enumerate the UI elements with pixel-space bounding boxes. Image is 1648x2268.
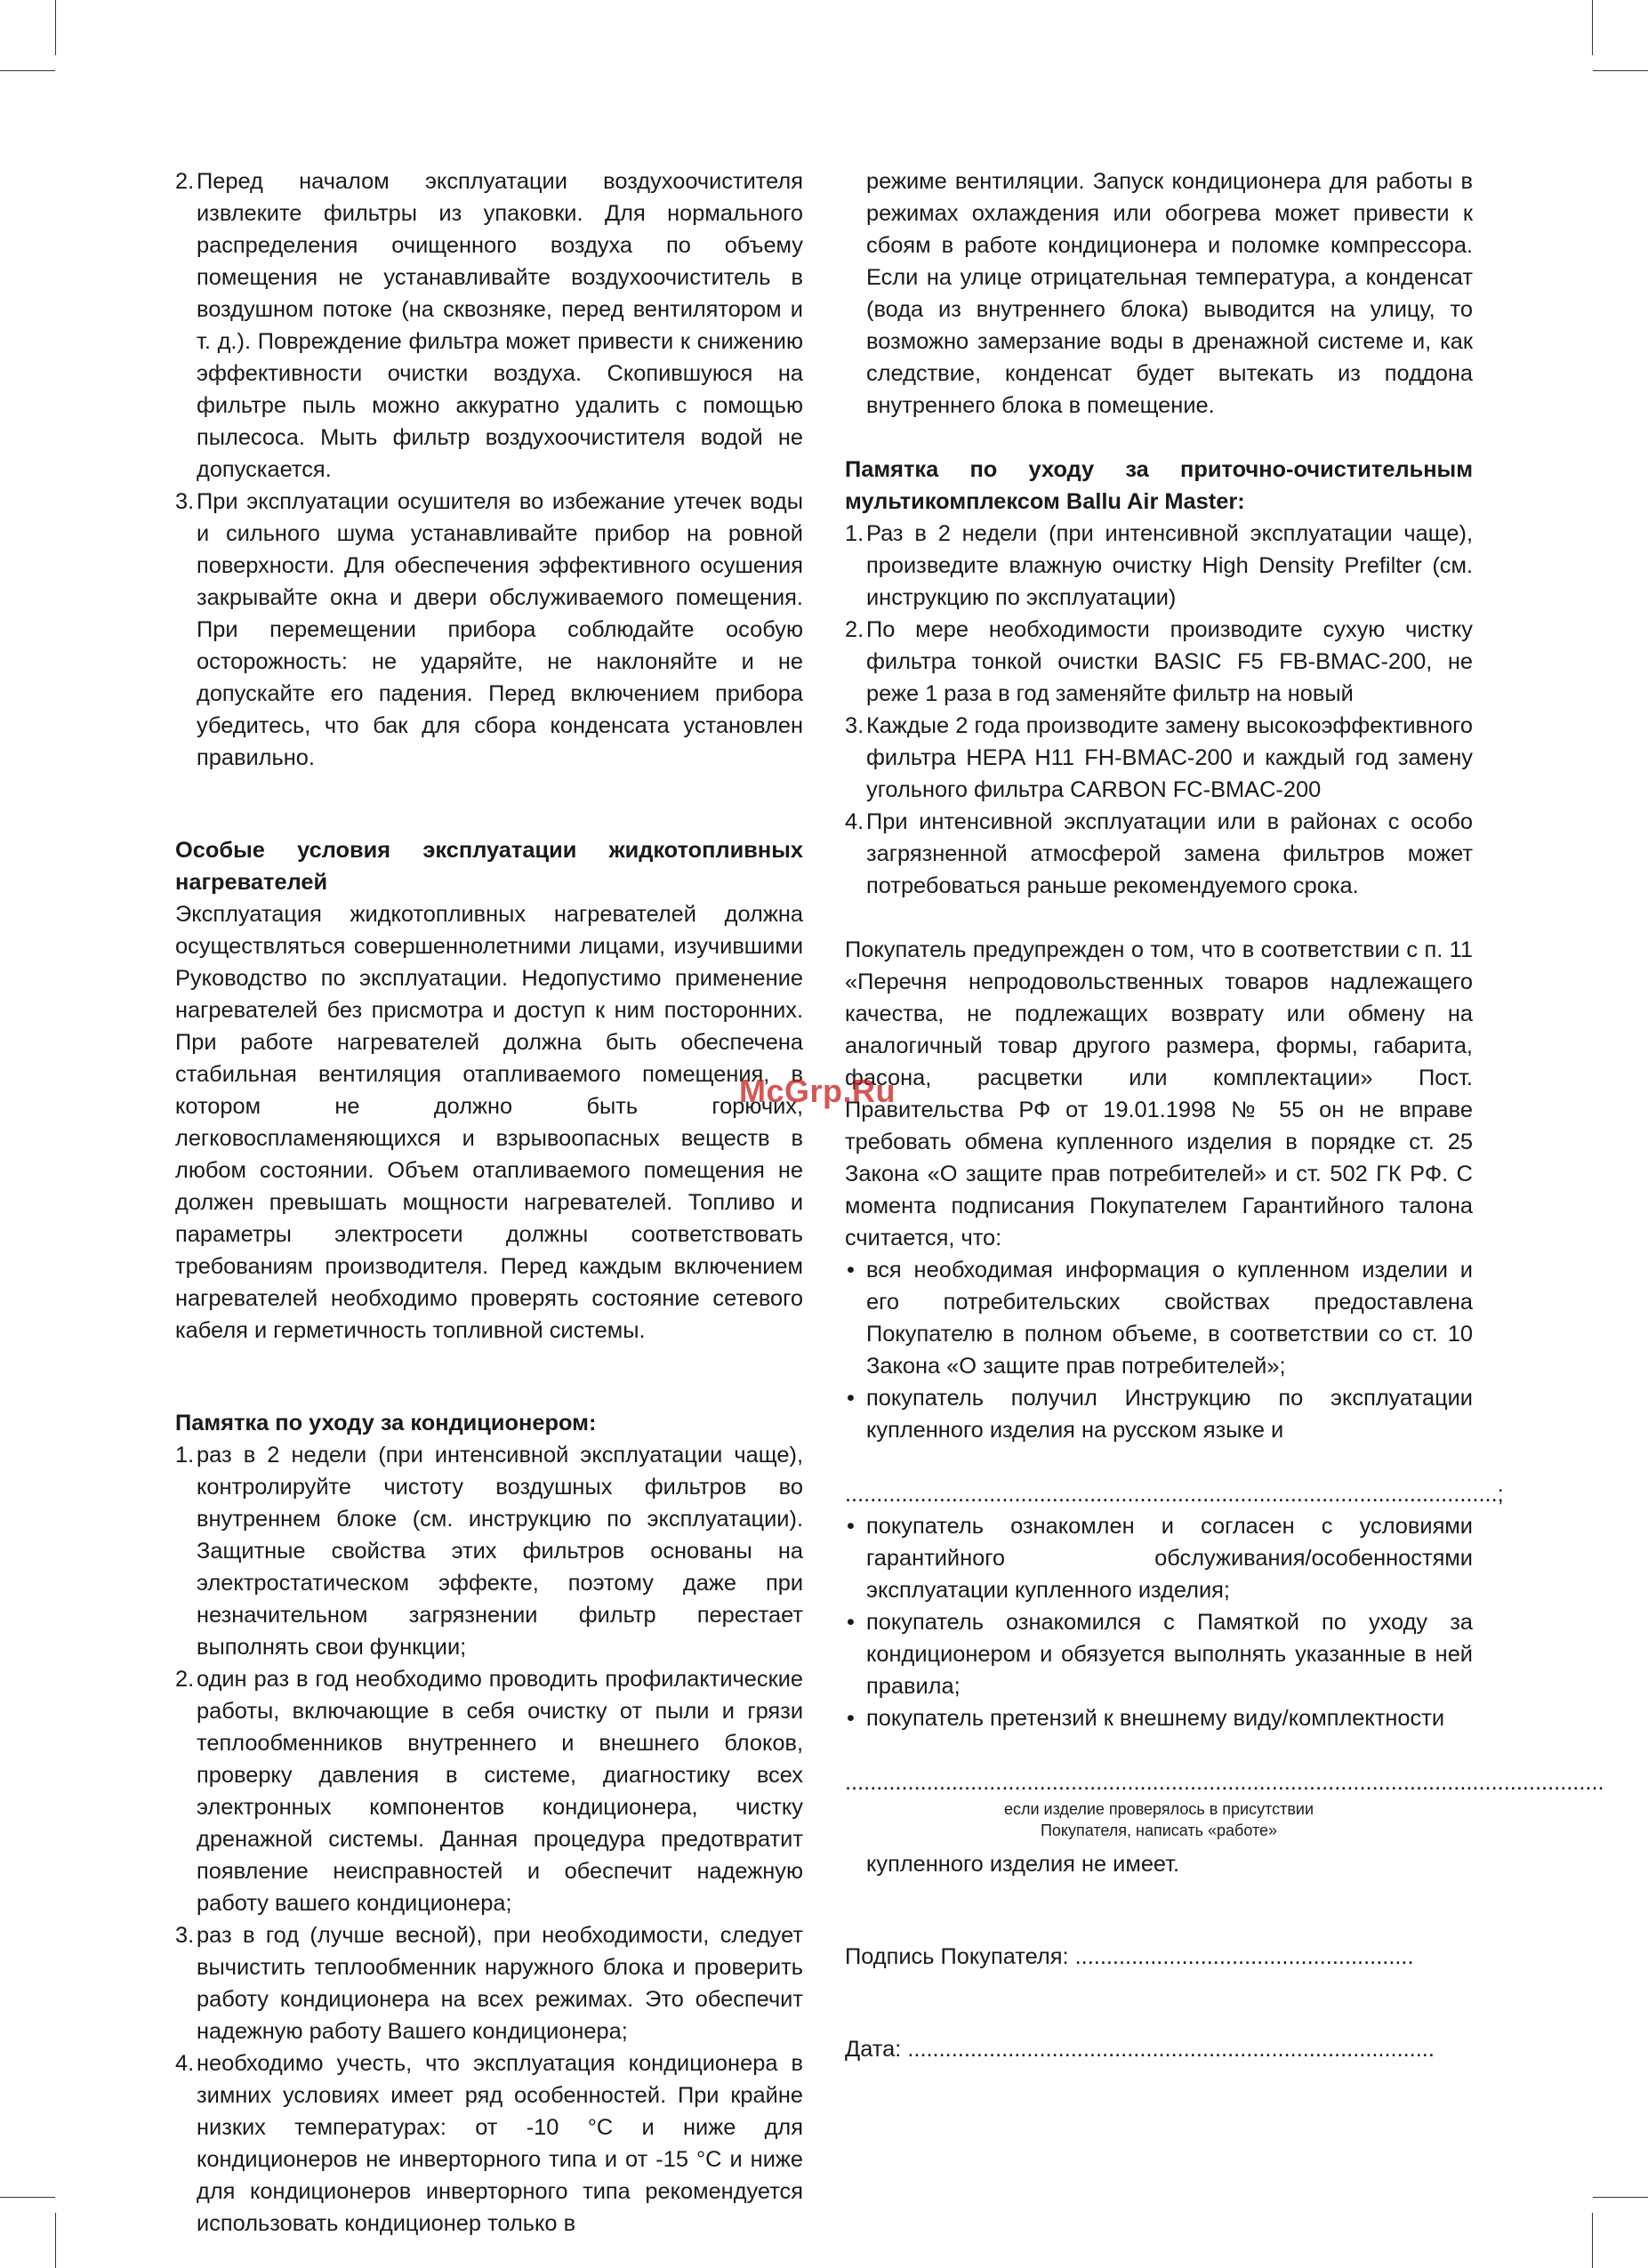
list-item-text: раз в 2 недели (при интенсивной эксплуатации чаще), контролируйте чистоту воздушных фильтров во внутреннем блоке (см. инструкцию по эксплуатации). Защитные свойства этих фильтров основаны на электростатическом эффекте, поэтому даже при незначительном загрязнении фильтр перестает выполнять свои функции; — [197, 1443, 803, 1660]
list-item — [175, 1919, 803, 2047]
ac-continuation-text: режиме вентиляции. Запуск кондиционера для работы в режимах охлаждения или обогрева может привести к сбоям в работе кондиционера и поломке компрессора. Если на улице отрицательная температура, а конденсат (вода из внутреннего блока) выводится на улицу, то возможно замерзание воды в дренажной системе и, как следствие, конденсат будет вытекать из поддона внутреннего блока в помещение. — [866, 169, 1473, 418]
fill-in-note: если изделие проверялось в присутствии — [1003, 1800, 1314, 1818]
crop-mark — [1593, 70, 1648, 71]
list-item-text: раз в год (лучше весной), при необходимости, следует вычистить теплообменник наружного блока и проверить работу кондиционера на всех режимах. Это обеспечит надежную работу Вашего кондиционера; — [197, 1923, 803, 2044]
list-item — [175, 486, 803, 774]
list-item — [175, 1439, 803, 1663]
crop-mark — [55, 0, 56, 55]
bullet-text: вся необходимая информация о купленном изделии и его потребительских свойствах предоставлена Покупателю в полном объеме, в соответствии со ст. 10 Закона «О защите прав потребителей»; — [866, 1258, 1473, 1379]
list-number: 2. — [175, 1667, 195, 1692]
right-column — [845, 165, 1604, 2065]
bullet-item — [845, 1606, 1473, 1702]
bullet-text: покупатель ознакомился с Памяткой по уходу за кондиционером и обязуется выполнять указанные в ней правила; — [866, 1610, 1473, 1699]
crop-mark — [1593, 2197, 1648, 2198]
list-number: 1. — [175, 1443, 195, 1468]
bullet-item — [845, 1382, 1473, 1446]
list-item — [845, 710, 1473, 806]
bullet-text: покупатель ознакомлен и согласен с условиями гарантийного обслуживания/особенностями эксплуатации купленного изделия; — [866, 1514, 1473, 1603]
fuel-heaters-heading: Особые условия эксплуатации жидкотопливных нагревателей — [175, 838, 803, 895]
bullet-icon: • — [847, 1514, 855, 1539]
bullet-icon: • — [847, 1706, 855, 1731]
bullet-icon: • — [847, 1258, 855, 1283]
crop-mark — [1592, 2213, 1593, 2268]
list-item-text: один раз в год необходимо проводить профилактические работы, включающие в себя очистку от пыли и грязи теплообменников внутреннего и внешнего блоков, проверку давления в системе, диагностику всех электронных компонентов кондиционера, чистку дренажной системы. Данная процедура предотвратит появление неисправностей и обеспечит надежную работу вашего кондиционера; — [197, 1667, 803, 1916]
date-field: Дата: .................................................................................... — [845, 2037, 1435, 2062]
bullet-item — [845, 1702, 1473, 1734]
list-number: 4. — [845, 809, 864, 834]
final-statement: купленного изделия не имеет. — [866, 1852, 1180, 1877]
list-number: 3. — [845, 713, 864, 738]
fuel-heaters-text: Эксплуатация жидкотопливных нагревателей должна осуществляться совершеннолетними лицами, изучившими Руководство по эксплуатации. Недопустимо применение нагревателей без присмотра и доступ к ним посторонних. При работе нагревателей должна быть обеспечена стабильная вентиляция отапливаемого помещения, в котором не должно быть горючих, легковоспламеняющихся и взрывоопасных веществ в любом состоянии. Объем отапливаемого помещения не должен превышать мощности нагревателей. Топливо и параметры электросети должны соответствовать требованиям производителя. Перед каждым включением нагревателей необходимо проверять состояние сетевого кабеля и герметичность топливной системы. — [175, 902, 803, 1343]
bullet-icon: • — [847, 1386, 855, 1411]
watermark: McGrp.Ru — [739, 1073, 896, 1109]
crop-mark — [1592, 0, 1593, 55]
list-item-text: Каждые 2 года производите замену высокоэффективного фильтра HEPA H11 FH-BMAC-200 и каждый год замену угольного фильтра CARBON FC-BMAC-200 — [866, 713, 1473, 802]
list-item — [175, 1663, 803, 1919]
bullet-icon: • — [847, 1610, 855, 1635]
crop-mark — [55, 2213, 56, 2268]
bullet-text: покупатель получил Инструкцию по эксплуатации купленного изделия на русском языке и — [866, 1386, 1473, 1443]
list-number: 2. — [175, 169, 195, 194]
bullet-item — [845, 1510, 1473, 1606]
bullet-text: покупатель претензий к внешнему виду/комплектности — [866, 1706, 1445, 1731]
fill-in-note: Покупателя, написать «работе» — [1040, 1822, 1278, 1839]
list-item — [845, 518, 1473, 614]
list-item-text: При интенсивной эксплуатации или в районах с особо загрязненной атмосферой замена фильтров может потребоваться раньше рекомендуемого срока. — [866, 809, 1473, 898]
list-item — [845, 614, 1473, 710]
fill-in-line: ......................................................................................................................... — [845, 1770, 1604, 1795]
list-item-text: При эксплуатации осушителя во избежание утечек воды и сильного шума устанавливайте прибор на ровной поверхности. Для обеспечения эффективного осушения закрывайте окна и двери обслуживаемого помещения. При перемещении прибора соблюдайте особую осторожность: не ударяйте, не наклоняйте и не допускайте его падения. Перед включением прибора убедитесь, что бак для сбора конденсата установлен правильно. — [197, 489, 803, 770]
ballu-care-heading: Памятка по уходу за приточно-очистительным мультикомплексом Ballu Air Master: — [845, 457, 1473, 514]
left-column — [175, 165, 803, 2240]
list-item — [845, 806, 1473, 902]
list-number: 3. — [175, 489, 195, 514]
list-item-text: Раз в 2 недели (при интенсивной эксплуатации чаще), произведите влажную очистку High Density Prefilter (см. инструкцию по эксплуатации) — [866, 521, 1473, 610]
list-item — [175, 2047, 803, 2240]
list-item — [175, 165, 803, 486]
crop-mark — [0, 70, 55, 71]
bullet-item — [845, 1254, 1473, 1382]
buyer-notice-text: Покупатель предупрежден о том, что в соответствии с п. 11 «Перечня непродовольственных товаров надлежащего качества, не подлежащих возврату или обмену на аналогичный товар другого размера, формы, габарита, фасона, расцветки или комплектации» Пост. Правительства РФ от 19.01.1998 № 55 он не вправе требовать обмена купленного изделия в порядке ст. 25 Закона «О защите прав потребителей» и ст. 502 ГК РФ. С момента подписания Покупателем Гарантийного талона считается, что: — [845, 937, 1473, 1251]
signature-field: Подпись Покупателя: ...................................................... — [845, 1944, 1414, 1969]
list-number: 1. — [845, 521, 864, 546]
list-number: 3. — [175, 1923, 195, 1948]
list-item-text: необходимо учесть, что эксплуатация кондиционера в зимних условиях имеет ряд особенностей. При крайне низких температурах: от -10 °С и ниже для кондиционеров не инверторного типа и от -15 °С и ниже для кондиционеров инверторного типа рекомендуется использовать кондиционер только в — [197, 2051, 803, 2236]
list-item-text: Перед началом эксплуатации воздухоочистителя извлеките фильтры из упаковки. Для нормального распределения очищенного воздуха по объему помещения не устанавливайте воздухоочиститель в воздушном потоке (на сквозняке, перед вентилятором и т. д.). Повреждение фильтра может привести к снижению эффективности очистки воздуха. Скопившуюся на фильтре пыль можно аккуратно удалить с помощью пылесоса. Мыть фильтр воздухоочистителя водой не допускается. — [197, 169, 803, 482]
list-number: 2. — [845, 617, 864, 642]
list-item-text: По мере необходимости производите сухую чистку фильтра тонкой очистки BASIC F5 FB-BMAC-200, не реже 1 раза в год заменяйте фильтр на новый — [866, 617, 1473, 706]
list-number: 4. — [175, 2051, 195, 2076]
crop-mark — [0, 2197, 55, 2198]
ac-care-heading: Памятка по уходу за кондиционером: — [175, 1411, 597, 1436]
fill-in-line: ........................................................................................................; — [845, 1482, 1504, 1507]
